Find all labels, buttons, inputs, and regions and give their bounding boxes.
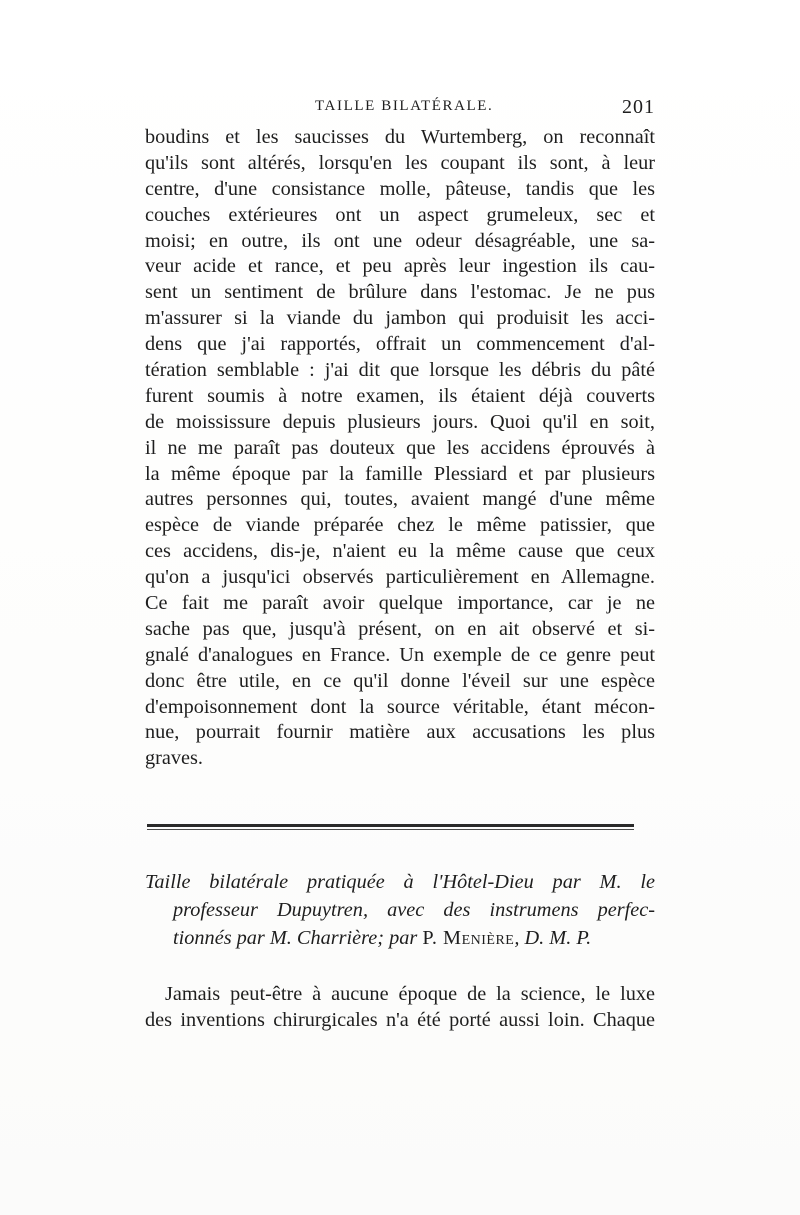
text-line: nue, pourrait fournir matière aux accusations les plus (145, 721, 655, 744)
running-head (145, 98, 655, 122)
author-name: P. Menière (422, 927, 515, 949)
text-line: dens que j'ai rapportés, offrait un commencement d'al- (145, 333, 655, 356)
text-line: veur acide et rance, et peu après leur ingestion ils cau- (145, 255, 655, 278)
body-text (145, 125, 655, 772)
running-title: TAILLE BILATÉRALE. (315, 98, 494, 114)
text-line: Ce fait me paraît avoir quelque importance, car je ne (145, 592, 655, 615)
author-credentials: , D. M. P. (514, 927, 592, 949)
text-line: autres personnes qui, toutes, avaient mangé d'une même (145, 488, 655, 511)
text-line: qu'ils sont altérés, lorsqu'en les coupant ils sont, à leur (145, 151, 655, 174)
text-line: graves. (145, 747, 204, 770)
text-line: d'empoisonnement dont la source véritable, étant mécon- (145, 695, 655, 718)
text-line: moisi; en outre, ils ont une odeur désagréable, une sa- (145, 229, 655, 252)
text-line: boudins et les saucisses du Wurtemberg, on reconnaît (145, 126, 655, 148)
text-line: tération semblable : j'ai dit que lorsque les débris du pâté (145, 359, 655, 382)
text-line: il ne me paraît pas douteux que les accidens éprouvés à (145, 436, 655, 459)
text-line: qu'on a jusqu'ici observés particulièrement en Allemagne. (145, 566, 655, 589)
text-line: sent un sentiment de brûlure dans l'estomac. Je ne pus (145, 281, 655, 304)
text-line: couches extérieures ont un aspect grumeleux, sec et (145, 203, 655, 226)
heading-line: professeur Dupuytren, avec des instrumens perfec- (173, 899, 655, 921)
text-line: centre, d'une consistance molle, pâteuse, tandis que les (145, 177, 655, 200)
text-line: des inventions chirurgicales n'a été porté aussi loin. Chaque (145, 1008, 655, 1031)
article-body (145, 982, 655, 1034)
text-line: m'assurer si la viande du jambon qui produisit les acci- (145, 307, 655, 330)
divider-thin-line (147, 829, 634, 830)
section-divider-rule (147, 824, 634, 831)
text-line: de moississure depuis plusieurs jours. Quoi qu'il en soit, (145, 410, 655, 433)
text-line: furent soumis à notre examen, ils étaient déjà couverts (145, 384, 655, 407)
text-line: la même époque par la famille Plessiard et par plusieurs (145, 462, 655, 485)
divider-thick-line (147, 824, 634, 827)
heading-line: Taille bilatérale pratiquée à l'Hôtel-Dieu par M. le (145, 871, 655, 893)
article-heading (145, 868, 655, 952)
text-line: espèce de viande préparée chez le même patissier, que (145, 514, 655, 537)
text-line: donc être utile, en ce qu'il donne l'éveil sur une espèce (145, 669, 655, 692)
text-line: sache pas que, jusqu'à présent, on en ait observé et si- (145, 617, 655, 640)
text-line: gnalé d'analogues en France. Un exemple de ce genre peut (145, 643, 655, 666)
text-line: ces accidens, dis-je, n'aient eu la même cause que ceux (145, 540, 655, 563)
heading-line-text: tionnés par M. Charrière; par (173, 927, 423, 949)
text-line: Jamais peut-être à aucune époque de la science, le luxe (165, 983, 655, 1005)
heading-line (145, 924, 655, 952)
page-number: 201 (622, 96, 655, 118)
